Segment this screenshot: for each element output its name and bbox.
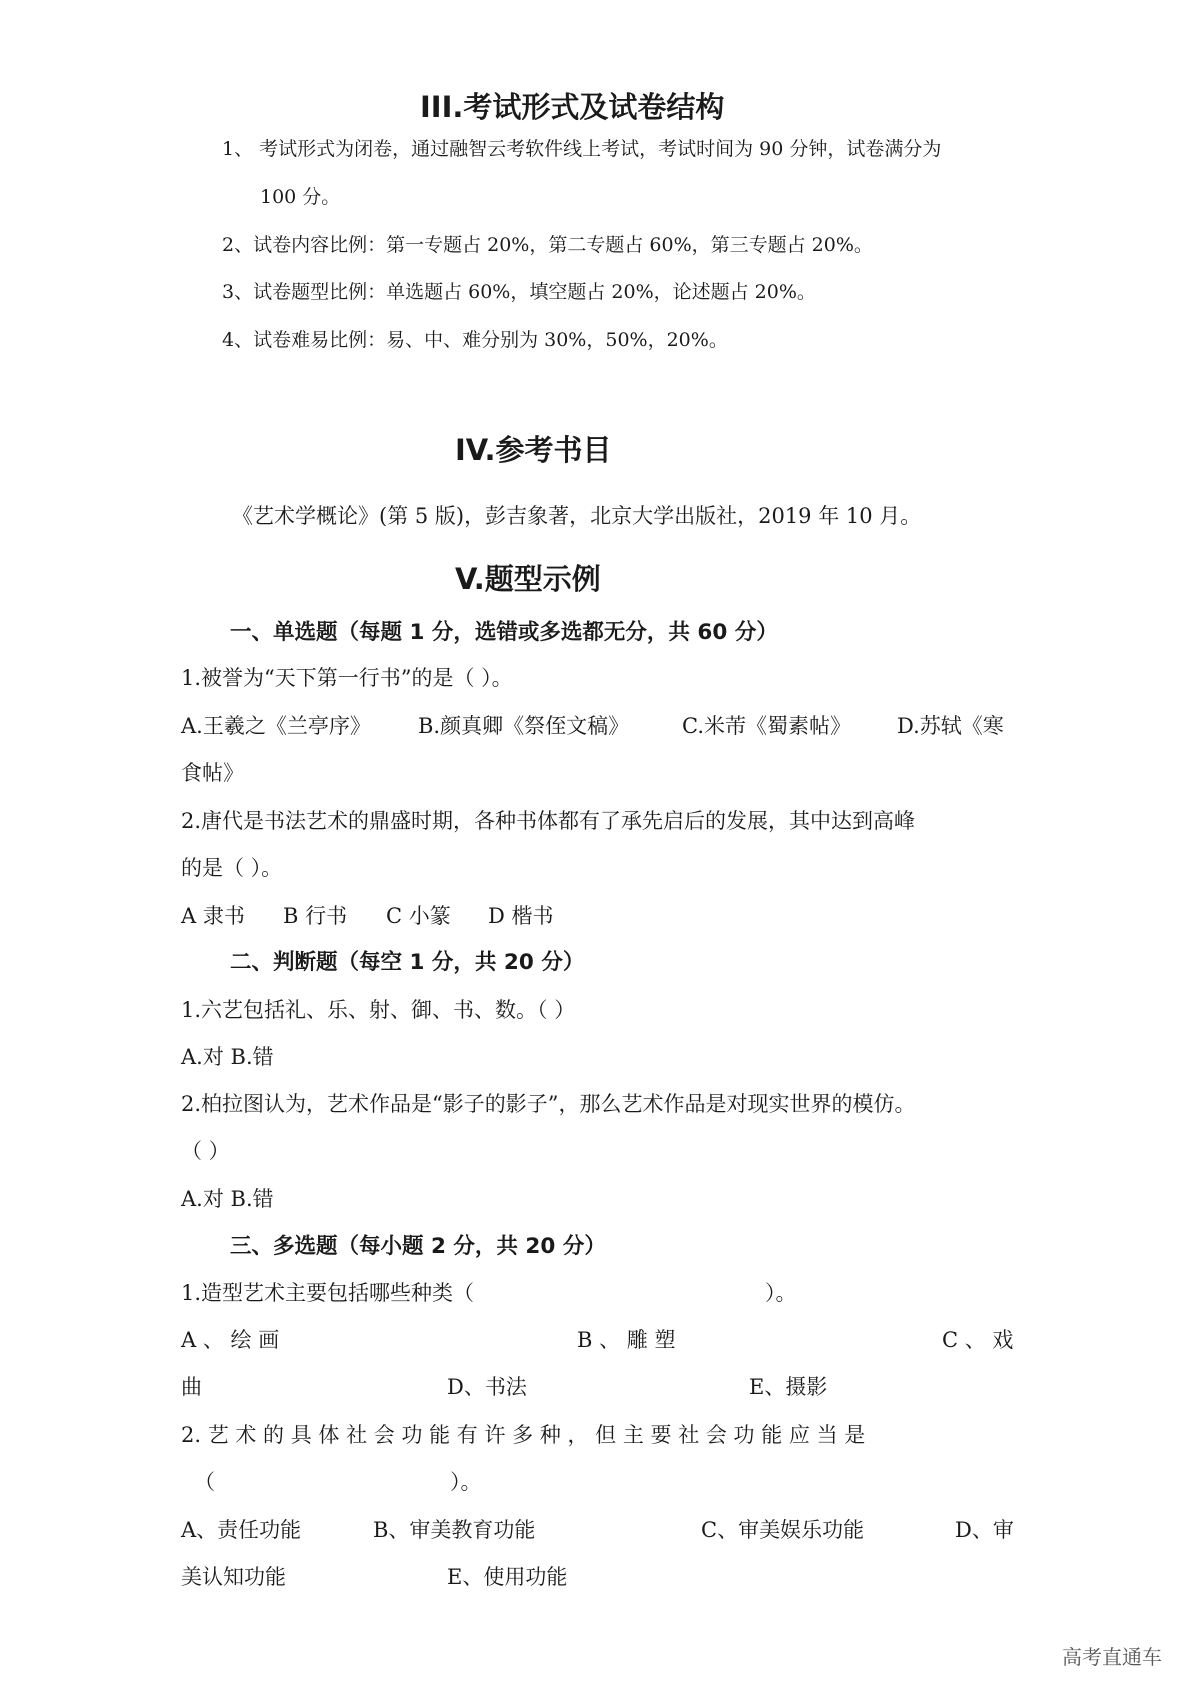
reference-book: 《艺术学概论》(第 5 版)，彭吉象著，北京大学出版社，2019 年 10 月。: [232, 504, 922, 528]
section-3-item-1-cont: 100 分。: [260, 186, 341, 208]
p3-q2-close: ）。: [450, 1470, 482, 1494]
p1-q2-option-b: B 行书: [283, 904, 348, 928]
p3-q2-text: 2. 艺 术 的 具 体 社 会 功 能 有 许 多 种 ， 但 主 要 社 会 功 能 应 当 是: [181, 1423, 866, 1447]
p3-q2-option-a: A、责任功能: [181, 1518, 302, 1542]
p1-q1-option-c: C.米芾《蜀素帖》: [682, 714, 851, 738]
section-3-item-3: 3、试卷题型比例：单选题占 60%，填空题占 20%，论述题占 20%。: [222, 281, 816, 303]
section-3-item-2: 2、试卷内容比例：第一专题占 20%，第二专题占 60%，第三专题占 20%。: [222, 234, 873, 256]
watermark: 高考直通车: [1062, 1645, 1162, 1669]
section-5-title: V.题型示例: [455, 562, 601, 596]
p1-q2-option-a: A 隶书: [181, 904, 245, 928]
p3-q1-option-c-cont: 曲: [181, 1375, 202, 1399]
p3-q1-option-e: E、摄影: [749, 1375, 828, 1399]
p2-q2-options: A.对 B.错: [181, 1187, 274, 1211]
part-2-heading: 二、判断题（每空 1 分，共 20 分）: [230, 950, 585, 975]
p3-q2-option-e: E、使用功能: [447, 1565, 568, 1589]
p3-q1-option-a: A 、 绘 画: [181, 1328, 280, 1352]
p1-q2-option-c: C 小篆: [386, 904, 451, 928]
p1-q1-option-a: A.王羲之《兰亭序》: [181, 714, 371, 738]
p3-q2-option-d-cont: 美认知功能: [181, 1565, 286, 1589]
p3-q1-option-d: D、书法: [447, 1375, 527, 1399]
p2-q2-text-cont: （ ）: [181, 1139, 230, 1163]
p3-q2-option-b: B、审美教育功能: [373, 1518, 536, 1542]
p3-q2-option-d: D、审: [955, 1518, 1014, 1542]
section-4-title: IV.参考书目: [455, 433, 612, 467]
p3-q1-close: ）。: [765, 1281, 797, 1305]
p2-q1-text: 1.六艺包括礼、乐、射、御、书、数。（ ）: [181, 998, 576, 1022]
p1-q1-option-b: B.颜真卿《祭侄文稿》: [418, 714, 630, 738]
section-3-item-4: 4、试卷难易比例：易、中、难分别为 30%，50%，20%。: [222, 329, 728, 351]
p3-q2-option-c: C、审美娱乐功能: [701, 1518, 865, 1542]
section-3-title: III.考试形式及试卷结构: [420, 90, 725, 124]
part-1-heading: 一、单选题（每题 1 分，选错或多选都无分，共 60 分）: [230, 620, 778, 645]
part-3-heading: 三、多选题（每小题 2 分，共 20 分）: [230, 1234, 606, 1259]
section-3-item-1: 1、 考试形式为闭卷，通过融智云考软件线上考试，考试时间为 90 分钟，试卷满分为: [222, 138, 942, 160]
p1-q2-option-d: D 楷书: [488, 904, 554, 928]
p1-q1-text: 1.被誉为“天下第一行书”的是（ ）。: [181, 666, 513, 690]
p1-q1-option-d: D.苏轼《寒: [897, 714, 1004, 738]
p2-q2-text: 2.柏拉图认为，艺术作品是“影子的影子”，那么艺术作品是对现实世界的模仿。: [181, 1092, 916, 1116]
p3-q1-option-c: C 、 戏: [942, 1328, 1014, 1352]
p3-q1-text: 1.造型艺术主要包括哪些种类（: [181, 1281, 475, 1305]
p2-q1-options: A.对 B.错: [181, 1045, 274, 1069]
p1-q2-text-cont: 的是（ ）。: [181, 856, 283, 880]
p3-q1-option-b: B 、 雕 塑: [577, 1328, 676, 1352]
p3-q2-open: （: [194, 1470, 215, 1494]
p1-q2-text: 2.唐代是书法艺术的鼎盛时期，各种书体都有了承先启后的发展，其中达到高峰: [181, 809, 916, 833]
p1-q1-option-d-cont: 食帖》: [181, 761, 244, 785]
